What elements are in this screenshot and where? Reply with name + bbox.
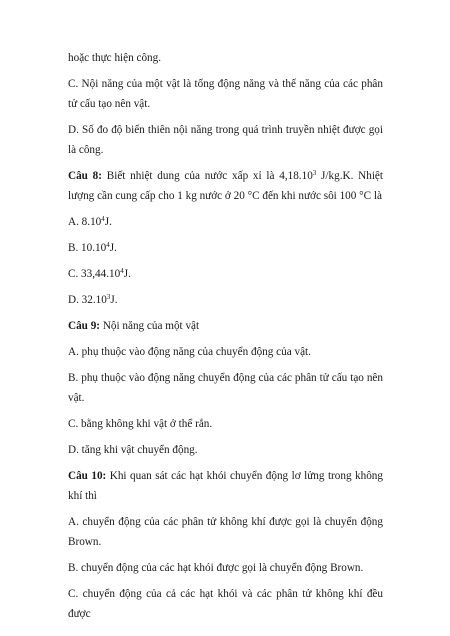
question-text: J/kg.K. Nhiệt lượng cần cung cấp cho 1 kg nước ở 20 °C đến khi nước sôi 100 °C là	[68, 170, 383, 202]
option-unit: J.	[110, 294, 118, 306]
question-label: Câu 8:	[68, 170, 102, 182]
q10-option-a: A. chuyển động của các phân tử không khí được gọi là chuyển động Brown.	[68, 516, 383, 548]
q9-option-d: D. tăng khi vật chuyển động.	[68, 444, 198, 456]
exponent: 4	[101, 215, 105, 223]
question-9	[68, 316, 383, 336]
q10-option-c: C. chuyển động của cả các hạt khói và các phân tử không khí đều được	[68, 588, 383, 620]
exponent: 4	[120, 267, 124, 275]
q7-option-c: C. Nội năng của một vật là tổng động năng và thế năng của các phân tử cấu tạo nên vật.	[68, 78, 383, 110]
option-unit: J.	[123, 268, 131, 280]
question-label: Câu 9:	[68, 320, 101, 332]
q10-option-b: B. chuyển động của các hạt khói được gọi là chuyển động Brown.	[68, 562, 364, 574]
question-text: Nội năng của một vật	[100, 320, 200, 332]
option-unit: J.	[104, 216, 112, 228]
question-text: Khi quan sát các hạt khói chuyển động lơ lửng trong không khí thì	[68, 470, 383, 502]
question-label: Câu 10:	[68, 470, 107, 482]
option-text: C. 33,44.10	[68, 268, 121, 280]
q8-option-b	[68, 238, 383, 258]
option-text: D. 32.10	[68, 294, 107, 306]
paragraph-continuation: hoặc thực hiện công.	[68, 52, 162, 64]
exponent: 3	[312, 169, 317, 177]
q9-option-c: C. bằng không khi vật ở thể rắn.	[68, 418, 213, 430]
q8-option-a	[68, 212, 383, 232]
option-unit: J.	[109, 242, 117, 254]
q7-option-d: D. Số đo độ biến thiên nội năng trong quá trình truyền nhiệt được gọi là công.	[68, 124, 383, 156]
q8-option-c	[68, 264, 383, 284]
q8-option-d	[68, 290, 383, 310]
q9-option-b: B. phụ thuộc vào động năng chuyển động của các phân tử cấu tạo nên vật.	[68, 372, 383, 404]
question-8	[68, 166, 383, 206]
exponent: 4	[106, 241, 110, 249]
q9-option-a: A. phụ thuộc vào động năng của chuyển động của vật.	[68, 346, 311, 358]
exponent: 3	[106, 293, 111, 301]
question-10	[68, 466, 383, 506]
option-text: A. 8.10	[68, 216, 102, 228]
option-text: B. 10.10	[68, 242, 107, 254]
question-text: Biết nhiệt dung của nước xấp xỉ là 4,18.10	[101, 170, 313, 182]
